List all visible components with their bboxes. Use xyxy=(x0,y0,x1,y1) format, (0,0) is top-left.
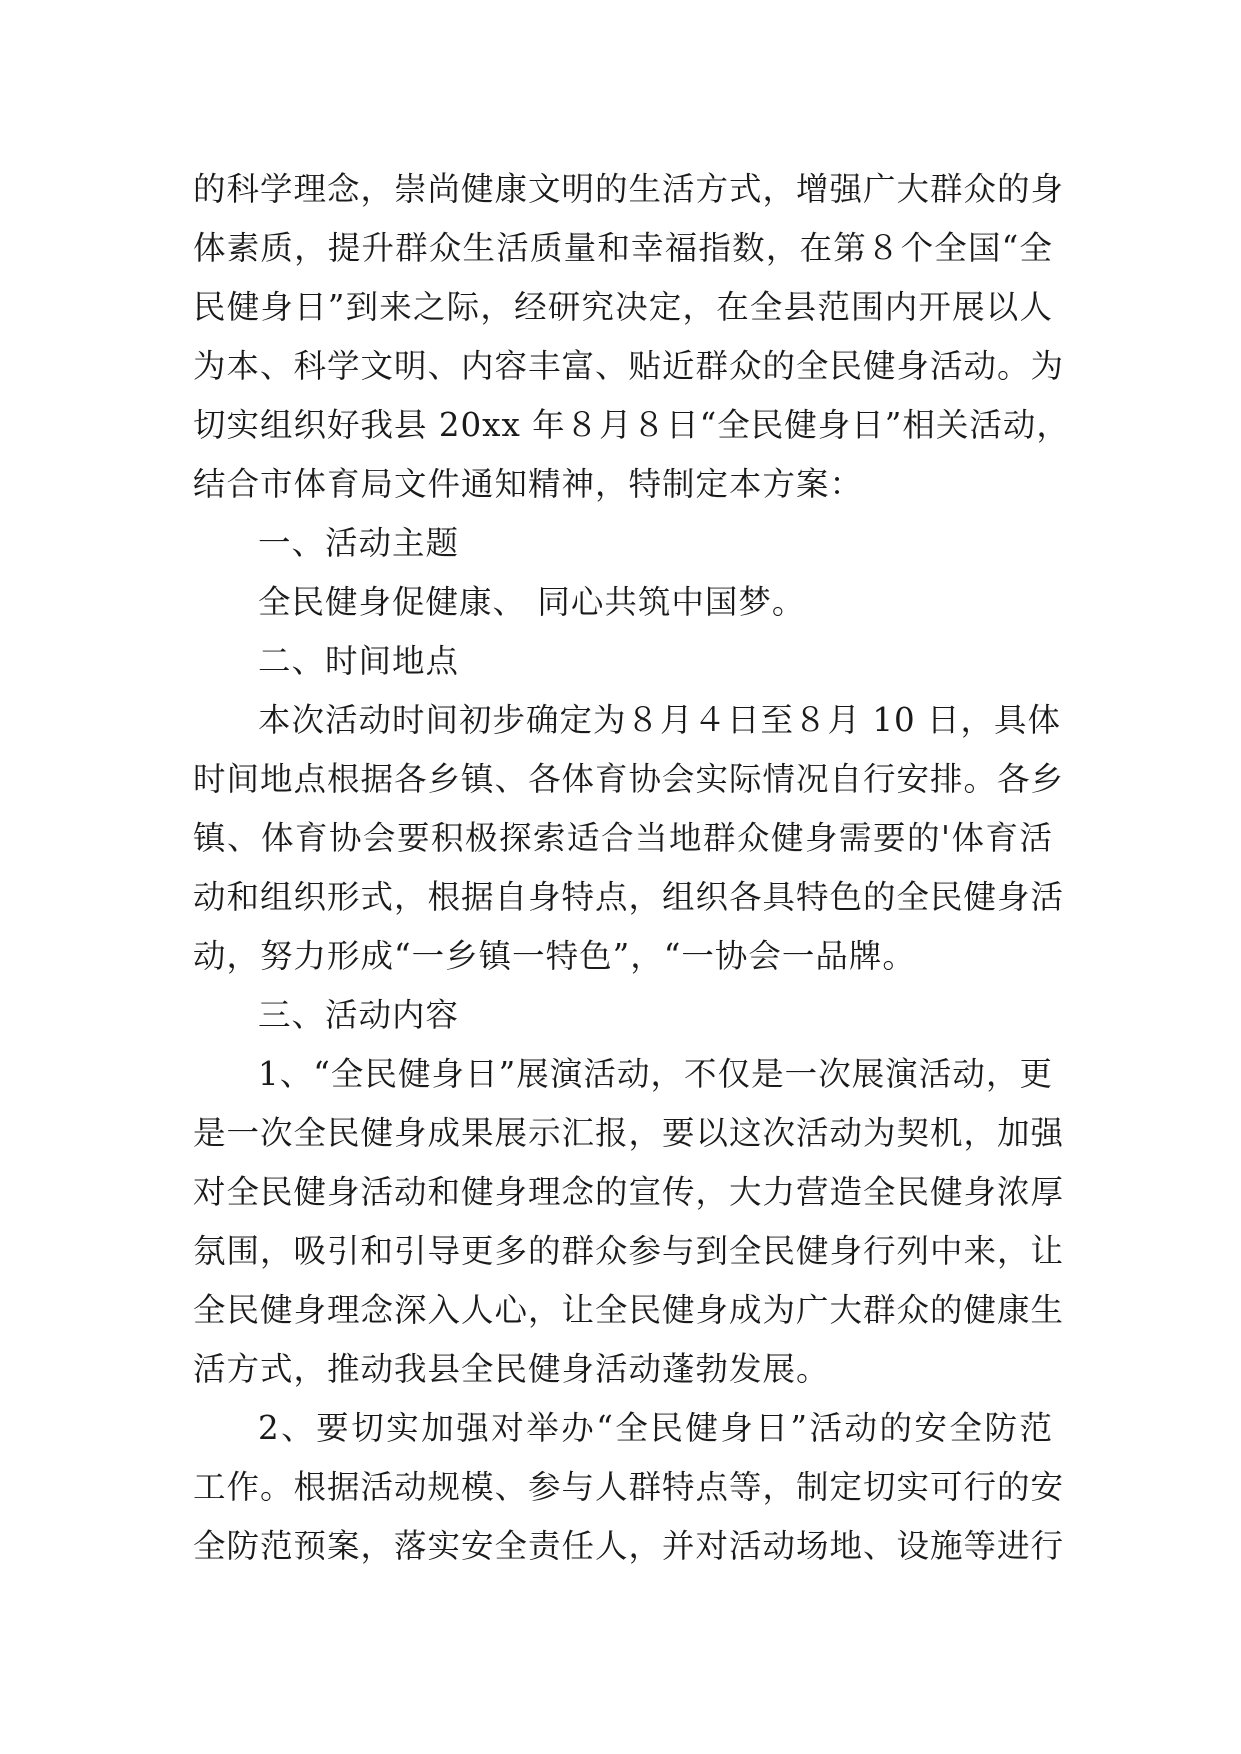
text-line: 切实组织好我县 20xx 年８月８日“全民健身日”相关活动， xyxy=(193,406,1070,444)
text-line: 为本、科学文明、内容丰富、贴近群众的全民健身活动。为 xyxy=(193,347,1065,385)
text-line: 动，努力形成“一乡镇一特色”，“一协会一品牌。 xyxy=(193,937,916,975)
text-line: 是一次全民健身成果展示汇报，要以这次活动为契机，加强 xyxy=(193,1114,1065,1152)
text-line: 动和组织形式，根据自身特点，组织各具特色的全民健身活 xyxy=(193,878,1065,916)
text-line: 体素质，提升群众生活质量和幸福指数，在第８个全国“全 xyxy=(193,229,1053,267)
section-heading: 一、活动主题 xyxy=(258,524,460,562)
text-line: 全防范预案，落实安全责任人，并对活动场地、设施等进行 xyxy=(193,1527,1065,1565)
text-line: 全民健身理念深入人心，让全民健身成为广大群众的健康生 xyxy=(193,1291,1065,1329)
text-line: 结合市体育局文件通知精神，特制定本方案： xyxy=(193,465,864,503)
text-line: 氛围，吸引和引导更多的群众参与到全民健身行列中来，让 xyxy=(193,1232,1065,1270)
section-heading: 二、时间地点 xyxy=(258,642,460,680)
text-line: 本次活动时间初步确定为８月４日至８月 10 日，具体 xyxy=(258,701,1062,739)
text-line: 全民健身促健康、 同心共筑中国梦。 xyxy=(258,583,806,621)
text-line: 镇、体育协会要积极探索适合当地群众健身需要的'体育活 xyxy=(193,819,1053,857)
text-line: 工作。根据活动规模、参与人群特点等，制定切实可行的安 xyxy=(193,1468,1065,1506)
text-line: 民健身日”到来之际，经研究决定，在全县范围内开展以人 xyxy=(193,288,1053,326)
text-line: 对全民健身活动和健身理念的宣传，大力营造全民健身浓厚 xyxy=(193,1173,1065,1211)
text-line: 的科学理念，崇尚健康文明的生活方式，增强广大群众的身 xyxy=(193,170,1065,208)
text-line: 1、“全民健身日”展演活动，不仅是一次展演活动，更 xyxy=(258,1055,1053,1093)
section-heading: 三、活动内容 xyxy=(258,996,460,1034)
text-line: 2、要切实加强对举办“全民健身日”活动的安全防范 xyxy=(258,1409,1053,1447)
body-text xyxy=(193,160,1070,1576)
text-line: 时间地点根据各乡镇、各体育协会实际情况自行安排。各乡 xyxy=(193,760,1065,798)
text-line: 活方式，推动我县全民健身活动蓬勃发展。 xyxy=(193,1350,830,1388)
